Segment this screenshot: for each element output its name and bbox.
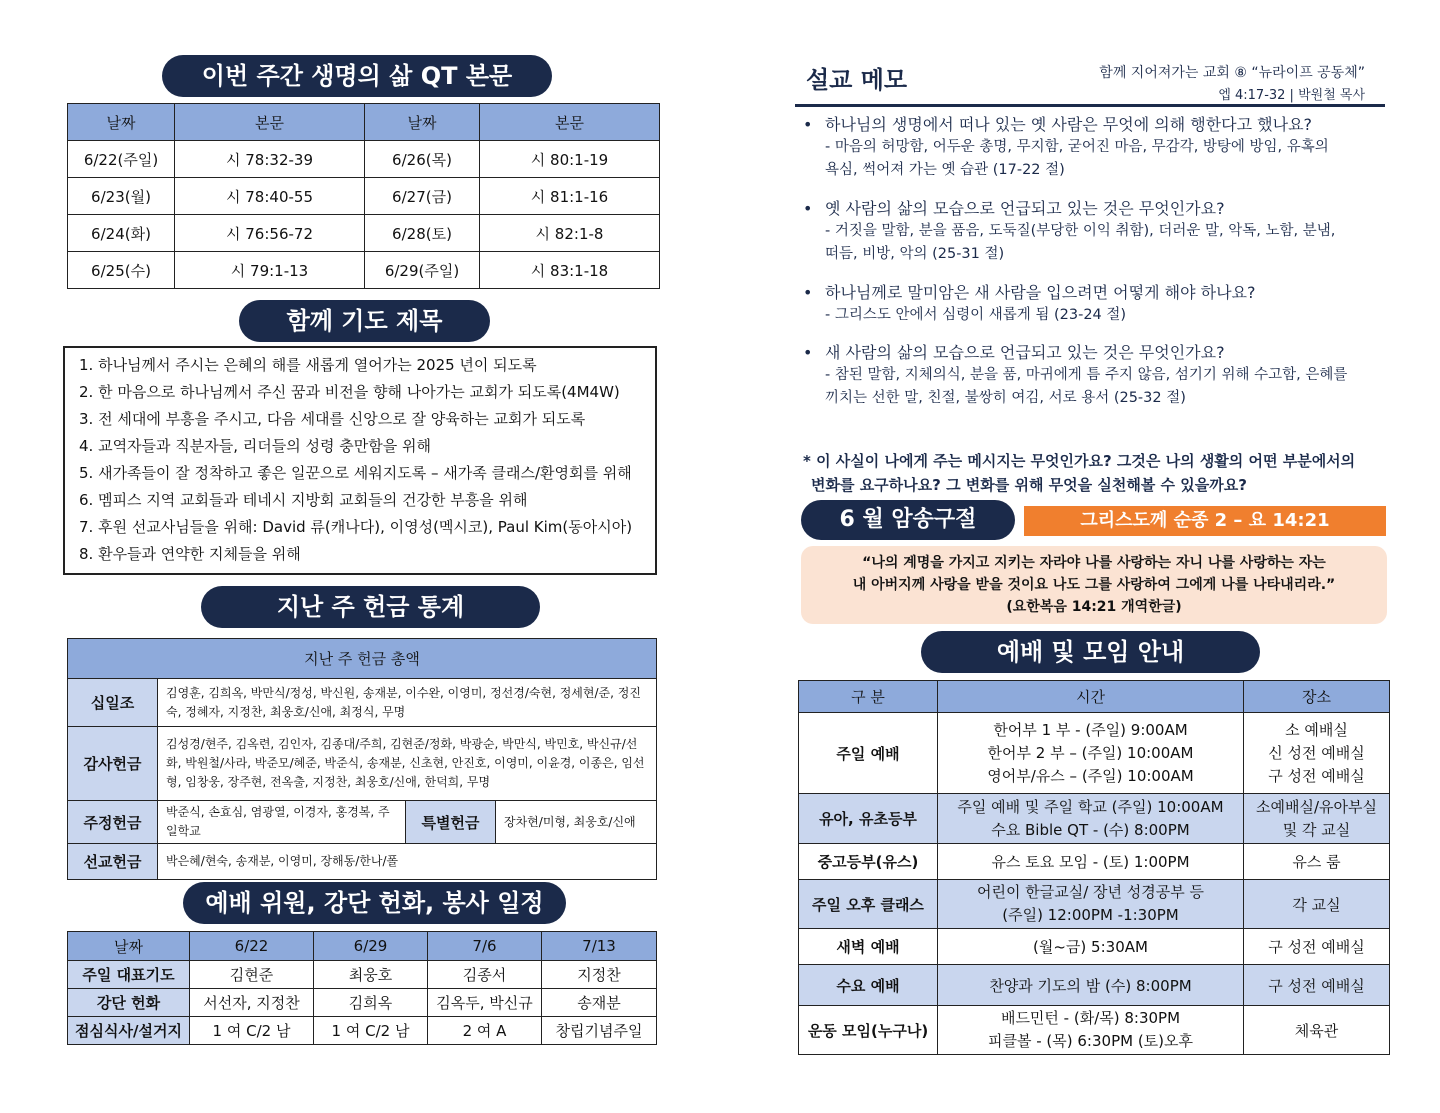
qt-cell: 6/26(목)	[365, 141, 480, 178]
question-text: 하나님의 생명에서 떠나 있는 옛 사람은 무엇에 의해 행한다고 했나요?	[825, 115, 1313, 134]
worship-header: 구 분	[799, 681, 938, 713]
worship-place-line: 체육관	[1294, 1021, 1339, 1040]
qt-section-title: 이번 주간 생명의 삶 QT 본문	[162, 55, 552, 97]
thanks-names: 김성경/현주, 김옥련, 김인자, 김종대/주희, 김현준/정화, 박광순, 박만식, 박민호, 박신규/선화, 박원철/사라, 박준모/혜준, 박준식, 송재분, 신초현, 안진호, 이영미, 이윤경, 이종은, 임선형, 임창웅, 장주현, 전옥출, 지정찬, 최웅호/신애, 한덕희, 무명	[158, 727, 657, 801]
worship-place-line: 소예배실/유아부실	[1256, 797, 1377, 816]
sermon-question	[803, 198, 1403, 266]
memory-verse-title: 6 월 암송구절	[801, 500, 1015, 540]
thanks-label: 감사헌금	[68, 727, 158, 801]
worship-time-line: (월~금) 5:30AM	[1033, 938, 1148, 956]
reflection-text	[803, 449, 1393, 497]
reflection-line: * 이 사실이 나에게 주는 메시지는 무엇인가요? 그것은 나의 생활의 어떤 부분에서의	[803, 452, 1356, 470]
question-text: 옛 사람의 삶의 모습으로 언급되고 있는 것은 무엇인가요?	[825, 199, 1225, 218]
schedule-cell: 서선자, 지정찬	[190, 989, 314, 1017]
schedule-header: 7/6	[428, 932, 542, 961]
answer-text: - 그리스도 안에서 심령이 새롭게 됨 (23-24 절)	[825, 307, 1127, 323]
answer-text: 끼치는 선한 말, 친절, 불쌍히 여김, 서로 용서 (25-32 절)	[825, 390, 1186, 406]
schedule-cell: 김종서	[428, 961, 542, 989]
worship-place-line: 신 성전 예배실	[1268, 743, 1365, 762]
qt-cell: 6/27(금)	[365, 178, 480, 215]
offering-table	[67, 638, 657, 880]
bullet-icon: •	[803, 115, 813, 134]
memory-verse-box	[801, 546, 1387, 624]
worship-name: 수요 예배	[799, 965, 938, 1006]
worship-time-line: (주일) 12:00PM -1:30PM	[1002, 906, 1179, 924]
worship-time-line: 찬양과 기도의 밤 (수) 8:00PM	[989, 976, 1192, 995]
schedule-cell: 최웅호	[314, 961, 428, 989]
answer-text: - 마음의 허망함, 어두운 총명, 무지함, 굳어진 마음, 무감각, 방탕에 방임, 유혹의	[825, 139, 1329, 155]
schedule-cell: 1 여 C/2 남	[314, 1017, 428, 1045]
offering-total-label: 지난 주 헌금 총액	[68, 639, 657, 679]
worship-header: 시간	[938, 681, 1244, 713]
schedule-cell: 2 여 A	[428, 1017, 542, 1045]
qt-cell: 시 79:1-13	[175, 252, 365, 289]
bullet-icon: •	[803, 283, 813, 302]
question-text: 새 사람의 삶의 모습으로 언급되고 있는 것은 무엇인가요?	[825, 343, 1225, 362]
weekly-label: 주정헌금	[68, 801, 158, 844]
special-names: 장차현/미형, 최웅호/신애	[496, 801, 657, 844]
prayer-item: 5. 새가족들이 잘 정착하고 좋은 일꾼으로 세워지도록 – 새가족 클래스/환영회를 위해	[79, 464, 632, 482]
sermon-question	[803, 342, 1403, 410]
schedule-cell: 창립기념주일	[542, 1017, 657, 1045]
worship-time-line: 영어부/유스 – (주일) 10:00AM	[987, 766, 1194, 785]
qt-cell: 시 78:40-55	[175, 178, 365, 215]
worship-place	[1244, 929, 1390, 965]
schedule-header: 날짜	[68, 932, 190, 961]
schedule-table	[67, 931, 657, 1045]
worship-time-line: 유스 토요 모임 - (토) 1:00PM	[991, 853, 1190, 871]
schedule-cell: 송재분	[542, 989, 657, 1017]
answer-text: 떠듬, 비방, 악의 (25-31 절)	[825, 246, 1005, 262]
answer-text: - 참된 말함, 지체의식, 분을 품, 마귀에게 틈 주지 않음, 섬기기 위해 수고함, 은혜를	[825, 367, 1348, 383]
qt-cell: 시 78:32-39	[175, 141, 365, 178]
worship-time	[938, 929, 1244, 965]
schedule-row-label: 강단 헌화	[68, 989, 190, 1017]
answer-text: 욕심, 썩어져 가는 옛 습관 (17-22 절)	[825, 162, 1065, 178]
worship-time	[938, 794, 1244, 844]
worship-header: 장소	[1244, 681, 1390, 713]
qt-cell: 시 83:1-18	[480, 252, 660, 289]
worship-time	[938, 844, 1244, 880]
worship-place	[1244, 965, 1390, 1006]
reflection-line: 변화를 요구하나요? 그 변화를 위해 무엇을 실천해볼 수 있을까요?	[811, 476, 1247, 494]
answer-text: - 거짓을 말함, 분을 품음, 도둑질(부당한 이익 취함), 더러운 말, 악독, 노함, 분냄,	[825, 223, 1336, 239]
prayer-item: 2. 한 마음으로 하나님께서 주신 꿈과 비전을 향해 나아가는 교회가 되도록(4M4W)	[79, 383, 620, 401]
qt-cell: 6/25(수)	[68, 252, 175, 289]
worship-place-line: 구 성전 예배실	[1268, 766, 1365, 785]
qt-cell: 시 81:1-16	[480, 178, 660, 215]
worship-time	[938, 1006, 1244, 1055]
schedule-cell: 김희옥	[314, 989, 428, 1017]
memory-verse-line: “나의 계명을 가지고 지키는 자라야 나를 사랑하는 자니 나를 사랑하는 자는	[862, 555, 1326, 571]
qt-cell: 6/22(주일)	[68, 141, 175, 178]
worship-table	[798, 680, 1390, 1055]
worship-time-line: 한어부 1 부 - (주일) 9:00AM	[993, 720, 1188, 739]
worship-time-line: 수요 Bible QT - (수) 8:00PM	[991, 820, 1190, 839]
worship-time-line: 주일 예배 및 주일 학교 (주일) 10:00AM	[957, 797, 1224, 816]
worship-time-line: 어린이 한글교실/ 장년 성경공부 등	[977, 883, 1204, 901]
schedule-cell: 김옥두, 박신규	[428, 989, 542, 1017]
sermon-rule	[795, 104, 1385, 107]
worship-place-line: 각 교실	[1292, 895, 1341, 914]
worship-name: 주일 오후 클래스	[799, 880, 938, 929]
tithe-label: 십일조	[68, 679, 158, 727]
prayer-item: 7. 후원 선교사님들을 위해: David 류(캐나다), 이영성(멕시코), Paul Kim(동아시아)	[79, 518, 633, 536]
schedule-header: 6/29	[314, 932, 428, 961]
worship-place-line: 유스 룸	[1292, 853, 1341, 871]
sermon-title: 설교 메모	[806, 66, 908, 94]
weekly-names: 박준식, 손효심, 염광열, 이경자, 홍경복, 주일학교	[158, 801, 406, 844]
sermon-question	[803, 114, 1403, 182]
worship-place	[1244, 713, 1390, 794]
worship-place	[1244, 844, 1390, 880]
sermon-series: 함께 지어져가는 교회 ⑧ “뉴라이프 공동체”	[1099, 65, 1365, 81]
qt-table	[67, 103, 660, 289]
sermon-reference: 엡 4:17-32 | 박원철 목사	[1218, 88, 1365, 103]
prayer-item: 4. 교역자들과 직분자들, 리더들의 성령 충만함을 위해	[79, 437, 431, 455]
qt-cell: 시 82:1-8	[480, 215, 660, 252]
worship-place-line: 소 예배실	[1285, 720, 1348, 739]
worship-name: 운동 모임(누구나)	[799, 1006, 938, 1055]
prayer-section-title: 함께 기도 제목	[239, 300, 490, 342]
memory-verse-citation: (요한복음 14:21 개역한글)	[1006, 599, 1182, 615]
schedule-section-title: 예배 위원, 강단 헌화, 봉사 일정	[183, 882, 566, 924]
worship-place-line: 및 각 교실	[1282, 820, 1351, 839]
schedule-cell: 김현준	[190, 961, 314, 989]
prayer-item: 6. 멤피스 지역 교회들과 테네시 지방회 교회들의 건강한 부흥을 위해	[79, 491, 528, 509]
schedule-cell: 지정찬	[542, 961, 657, 989]
qt-cell: 6/23(월)	[68, 178, 175, 215]
worship-place	[1244, 1006, 1390, 1055]
special-label: 특별헌금	[406, 801, 496, 844]
sermon-question	[803, 282, 1403, 327]
memory-verse-tag: 그리스도께 순종 2 – 요 14:21	[1024, 506, 1386, 536]
worship-name: 새벽 예배	[799, 929, 938, 965]
qt-header-date: 날짜	[68, 104, 175, 141]
worship-section-title: 예배 및 모임 안내	[921, 631, 1260, 673]
worship-name: 중고등부(유스)	[799, 844, 938, 880]
prayer-item: 3. 전 세대에 부흥을 주시고, 다음 세대를 신앙으로 잘 양육하는 교회가 되도록	[79, 410, 586, 428]
bullet-icon: •	[803, 343, 813, 362]
schedule-row-label: 주일 대표기도	[68, 961, 190, 989]
qt-header-date: 날짜	[365, 104, 480, 141]
worship-time-line: 한어부 2 부 – (주일) 10:00AM	[987, 743, 1194, 762]
qt-cell: 시 76:56-72	[175, 215, 365, 252]
schedule-row-label: 점심식사/설거지	[68, 1017, 190, 1045]
worship-place-line: 구 성전 예배실	[1268, 938, 1365, 956]
offering-section-title: 지난 주 헌금 통계	[201, 586, 540, 628]
schedule-header: 7/13	[542, 932, 657, 961]
schedule-header: 6/22	[190, 932, 314, 961]
worship-time	[938, 880, 1244, 929]
worship-place	[1244, 794, 1390, 844]
qt-cell: 6/28(토)	[365, 215, 480, 252]
qt-cell: 시 80:1-19	[480, 141, 660, 178]
qt-cell: 6/29(주일)	[365, 252, 480, 289]
prayer-item: 8. 환우들과 연약한 지체들을 위해	[79, 545, 301, 563]
prayer-item: 1. 하나님께서 주시는 은혜의 해를 새롭게 열어가는 2025 년이 되도록	[79, 356, 537, 374]
worship-time	[938, 713, 1244, 794]
qt-header-text: 본문	[175, 104, 365, 141]
worship-time-line: 피클볼 - (목) 6:30PM (토)오후	[988, 1032, 1193, 1050]
worship-time-line: 배드민턴 - (화/목) 8:30PM	[1000, 1009, 1181, 1027]
qt-cell: 6/24(화)	[68, 215, 175, 252]
worship-name: 유아, 유초등부	[799, 794, 938, 844]
memory-verse-line: 내 아버지께 사랑을 받을 것이요 나도 그를 사랑하여 그에게 나를 나타내리라.”	[852, 577, 1336, 593]
schedule-cell: 1 여 C/2 남	[190, 1017, 314, 1045]
qt-header-text: 본문	[480, 104, 660, 141]
tithe-names: 김영훈, 김희옥, 박만식/정성, 박신원, 송재분, 이수완, 이영미, 정선경/숙현, 정세현/준, 정진숙, 정혜자, 지정찬, 최웅호/신애, 최정식, 무명	[158, 679, 657, 727]
mission-names: 박은혜/현숙, 송재분, 이영미, 장해동/한나/폴	[158, 844, 657, 880]
question-text: 하나님께로 말미암은 새 사람을 입으려면 어떻게 해야 하나요?	[825, 283, 1256, 302]
worship-time	[938, 965, 1244, 1006]
worship-name: 주일 예배	[799, 713, 938, 794]
mission-label: 선교헌금	[68, 844, 158, 880]
worship-place	[1244, 880, 1390, 929]
worship-place-line: 구 성전 예배실	[1268, 976, 1365, 995]
prayer-box	[63, 346, 657, 575]
bullet-icon: •	[803, 199, 813, 218]
